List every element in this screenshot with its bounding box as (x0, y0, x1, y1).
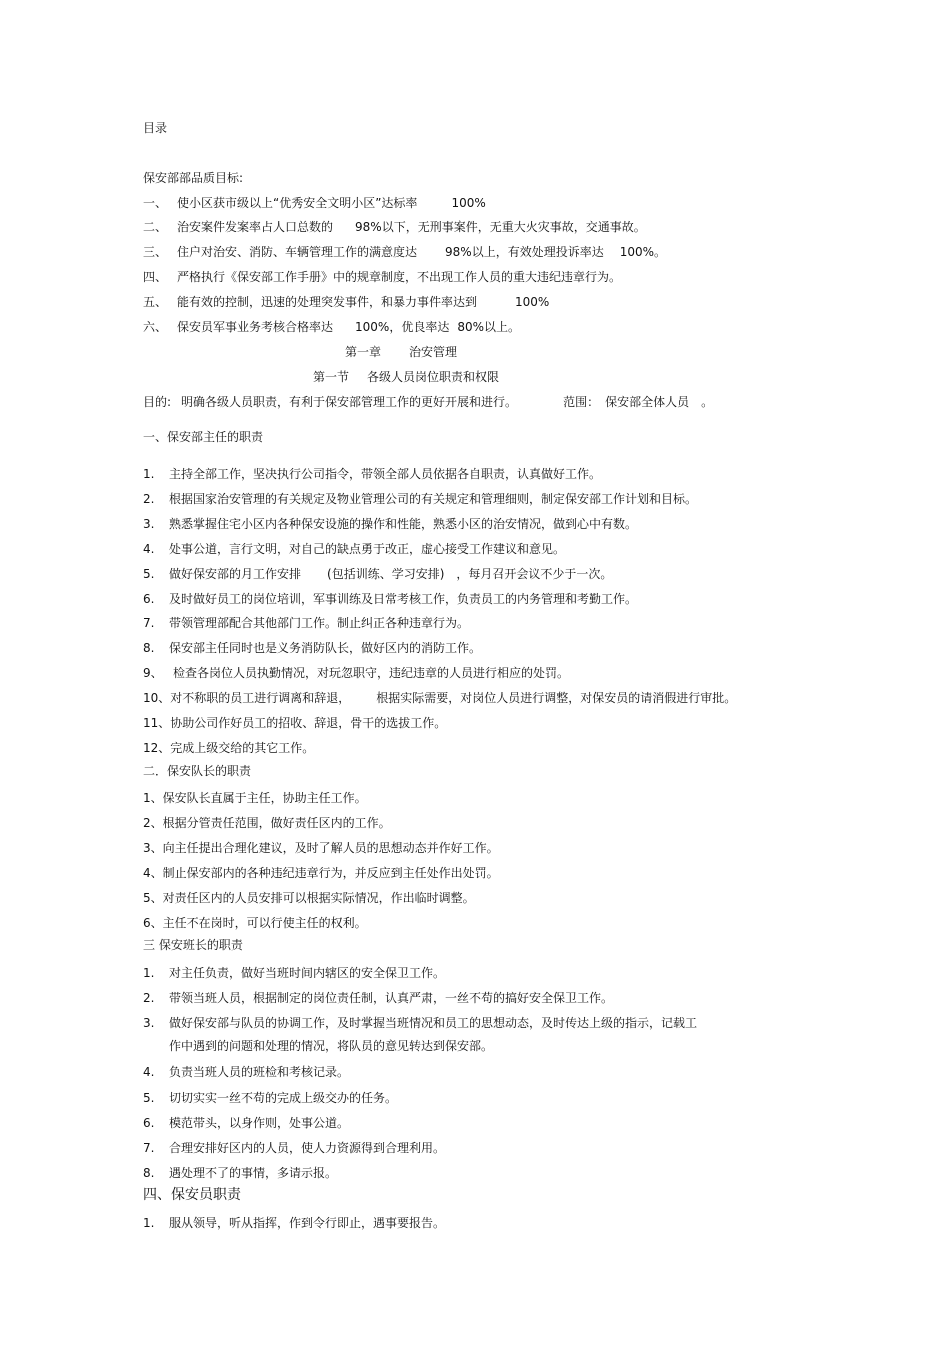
list-item: 2. 带领当班人员，根据制定的岗位责任制，认真严肃，一丝不苟的搞好安全保卫工作。 (143, 991, 614, 1005)
list-item: 9、 检查各岗位人员执勤情况，对玩忽职守，违纪违章的人员进行相应的处罚。 (143, 666, 570, 680)
quality-title: 保安部部品质目标: (143, 171, 244, 185)
list-item: 3、向主任提出合理化建议，及时了解人员的思想动态并作好工作。 (143, 841, 499, 855)
list-item: 6、主任不在岗时，可以行使主任的权利。 (143, 916, 367, 930)
list-item: 4. 处事公道，言行文明，对自己的缺点勇于改正，虚心接受工作建议和意见。 (143, 542, 566, 556)
director-title: 一、保安部主任的职责 (143, 430, 264, 444)
list-item: 6. 及时做好员工的岗位培训，军事训练及日常考核工作，负责员工的内务管理和考勤工作。 (143, 592, 638, 606)
list-item-continuation: 作中遇到的问题和处理的情况，将队员的意见转达到保安部。 (169, 1039, 494, 1053)
list-item: 2. 根据国家治安管理的有关规定及物业管理公司的有关规定和管理细则，制定保安部工作计划和目标。 (143, 492, 698, 506)
list-item: 1. 服从领导，听从指挥，作到令行即止，遇事要报告。 (143, 1216, 446, 1230)
list-item: 2、根据分管责任范围，做好责任区内的工作。 (143, 816, 391, 830)
purpose-line: 目的: 明确各级人员职责，有利于保安部管理工作的更好开展和进行。 范围： 保安部全体人员 。 (143, 395, 714, 409)
quality-item: 四、 严格执行《保安部工作手册》中的规章制度，不出现工作人员的重大违纪违章行为。 (143, 270, 622, 284)
quality-item: 六、 保安员军事业务考核合格率达 100%，优良率达 80%以上。 (143, 320, 521, 334)
toc-heading: 目录 (143, 121, 168, 135)
list-item: 7. 合理安排好区内的人员，使人力资源得到合理利用。 (143, 1141, 446, 1155)
list-item: 8. 保安部主任同时也是义务消防队长，做好区内的消防工作。 (143, 641, 482, 655)
list-item: 12、完成上级交给的其它工作。 (143, 741, 315, 755)
captain-title: 二．保安队长的职责 (143, 764, 252, 778)
list-item: 5、对责任区内的人员安排可以根据实际情况，作出临时调整。 (143, 891, 475, 905)
monitor-title: 三 保安班长的职责 (143, 938, 243, 952)
list-item: 6. 模范带头，以身作则，处事公道。 (143, 1116, 350, 1130)
list-item: 3. 做好保安部与队员的协调工作，及时掌握当班情况和员工的思想动态，及时传达上级的指示，记载工 (143, 1016, 698, 1030)
list-item: 7. 带领管理部配合其他部门工作。制止纠正各种违章行为。 (143, 616, 470, 630)
guard-title: 四、保安员职责 (143, 1187, 241, 1203)
quality-item: 二、 治安案件发案率占人口总数的 98%以下，无刑事案件，无重大火灾事故，交通事故。 (143, 220, 646, 234)
quality-item: 一、 使小区获市级以上“优秀安全文明小区”达标率 100% (143, 196, 486, 210)
list-item: 5. 切切实实一丝不苟的完成上级交办的任务。 (143, 1091, 398, 1105)
chapter-heading: 第一章 治安管理 (345, 345, 458, 359)
section-heading: 第一节 各级人员岗位职责和权限 (313, 370, 500, 384)
list-item: 4. 负责当班人员的班检和考核记录。 (143, 1065, 350, 1079)
list-item: 1. 主持全部工作，坚决执行公司指令，带领全部人员依据各自职责，认真做好工作。 (143, 467, 602, 481)
list-item: 4、制止保安部内的各种违纪违章行为，并反应到主任处作出处罚。 (143, 866, 499, 880)
list-item: 11、协助公司作好员工的招收、辞退，骨干的选拔工作。 (143, 716, 447, 730)
quality-item: 三、 住户对治安、消防、车辆管理工作的满意度达 98%以上，有效处理投诉率达 100%。 (143, 245, 667, 259)
quality-item: 五、 能有效的控制，迅速的处理突发事件，和暴力事件率达到 100% (143, 295, 550, 309)
list-item: 5. 做好保安部的月工作安排 (包括训练、学习安排) ，每月召开会议不少于一次。 (143, 567, 613, 581)
list-item: 3. 熟悉掌握住宅小区内各种保安设施的操作和性能，熟悉小区的治安情况，做到心中有数。 (143, 517, 638, 531)
list-item: 10、对不称职的员工进行调离和辞退， 根据实际需要，对岗位人员进行调整，对保安员的请消假进行审批。 (143, 691, 737, 705)
list-item: 1、保安队长直属于主任，协助主任工作。 (143, 791, 367, 805)
list-item: 1. 对主任负责，做好当班时间内辖区的安全保卫工作。 (143, 966, 446, 980)
list-item: 8. 遇处理不了的事情，多请示报。 (143, 1166, 338, 1180)
